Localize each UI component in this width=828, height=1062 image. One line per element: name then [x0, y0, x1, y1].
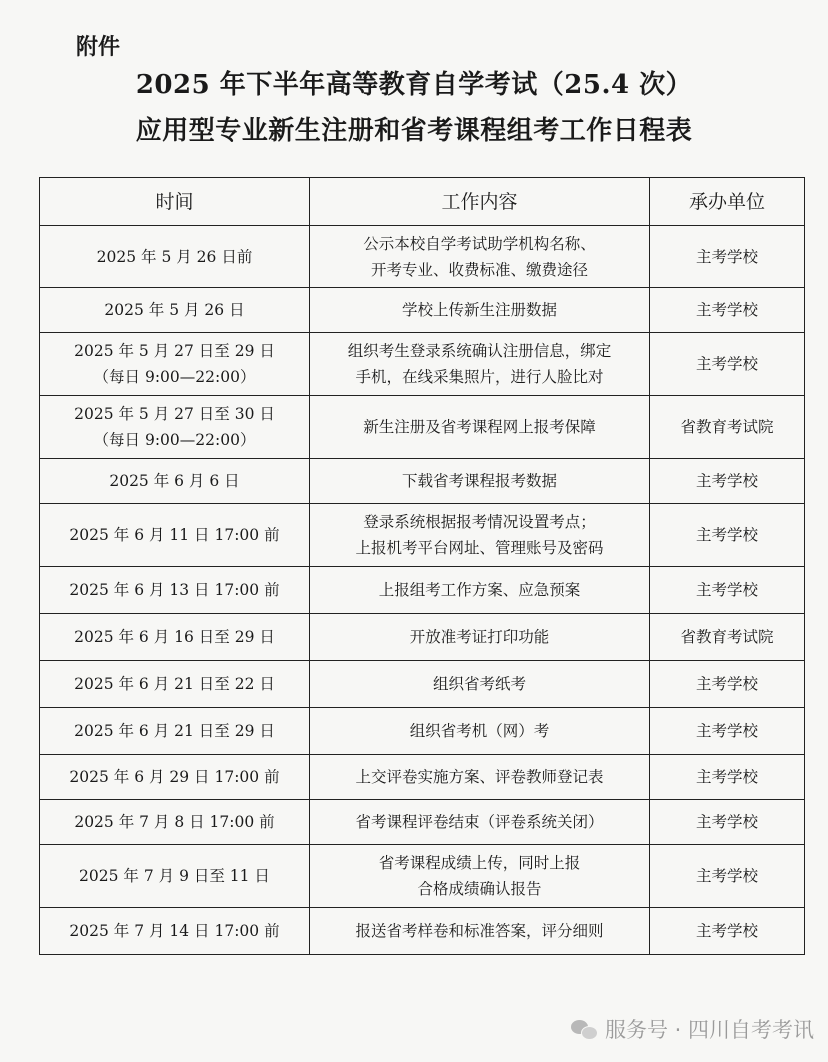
content-line: 手机，在线采集照片，进行人脸比对 — [355, 368, 604, 386]
time-line: （每日 9:00—22:00） — [93, 431, 256, 449]
schedule-table — [39, 177, 805, 955]
content-line: 组织省考纸考 — [432, 675, 526, 693]
time-line: 2025 年 5 月 26 日 — [104, 301, 245, 319]
content-line: 登录系统根据报考情况设置考点； — [363, 513, 596, 531]
cell-unit: 主考学校 — [650, 226, 805, 288]
cell-content — [310, 755, 650, 800]
table-row — [40, 614, 805, 661]
cell-content — [310, 333, 650, 396]
content-line: 省考课程评卷结束（评卷系统关闭） — [355, 813, 604, 831]
content-line: 下载省考课程报考数据 — [401, 472, 557, 490]
table-row — [40, 459, 805, 504]
annex-label: 附件 — [76, 35, 121, 60]
header-unit: 承办单位 — [650, 178, 805, 226]
time-line: 2025 年 6 月 16 日至 29 日 — [74, 628, 275, 646]
table-row — [40, 845, 805, 908]
content-line: 省考课程成绩上传，同时上报 — [378, 854, 581, 872]
table-row — [40, 708, 805, 755]
cell-unit: 主考学校 — [650, 288, 805, 333]
cell-time — [40, 755, 310, 800]
content-line: 组织省考机（网）考 — [409, 722, 550, 740]
time-line: 2025 年 7 月 9 日至 11 日 — [79, 867, 270, 885]
table-row — [40, 908, 805, 955]
content-line: 合格成绩确认报告 — [417, 880, 542, 898]
cell-time — [40, 661, 310, 708]
time-line: 2025 年 6 月 21 日至 22 日 — [74, 675, 275, 693]
cell-time — [40, 908, 310, 955]
time-line: 2025 年 6 月 11 日 17:00 前 — [69, 526, 280, 544]
cell-unit: 主考学校 — [650, 845, 805, 908]
wechat-icon — [571, 1018, 597, 1040]
content-line: 组织考生登录系统确认注册信息，绑定 — [347, 342, 612, 360]
time-line: 2025 年 6 月 29 日 17:00 前 — [69, 768, 280, 786]
watermark-text: 服务号 · 四川自考考讯 — [604, 1018, 814, 1042]
content-line: 开放准考证打印功能 — [409, 628, 550, 646]
time-line: 2025 年 5 月 27 日至 29 日 — [74, 342, 275, 360]
cell-content — [310, 226, 650, 288]
content-line: 上交评卷实施方案、评卷教师登记表 — [355, 768, 604, 786]
cell-unit: 省教育考试院 — [650, 614, 805, 661]
watermark — [571, 1014, 814, 1044]
header-time: 时间 — [40, 178, 310, 226]
cell-unit: 主考学校 — [650, 908, 805, 955]
cell-time — [40, 288, 310, 333]
cell-content — [310, 708, 650, 755]
time-line: 2025 年 7 月 8 日 17:00 前 — [74, 813, 275, 831]
cell-time — [40, 800, 310, 845]
cell-content — [310, 288, 650, 333]
cell-time — [40, 845, 310, 908]
time-line: 2025 年 5 月 26 日前 — [96, 247, 253, 266]
table-row — [40, 755, 805, 800]
content-line: 开考专业、收费标准、缴费途径 — [370, 260, 588, 279]
cell-content — [310, 459, 650, 504]
content-line: 学校上传新生注册数据 — [401, 301, 557, 319]
cell-content — [310, 908, 650, 955]
cell-unit: 主考学校 — [650, 333, 805, 396]
cell-content — [310, 661, 650, 708]
cell-time — [40, 396, 310, 459]
cell-content — [310, 800, 650, 845]
cell-content — [310, 614, 650, 661]
cell-content — [310, 396, 650, 459]
cell-time — [40, 459, 310, 504]
cell-unit: 主考学校 — [650, 459, 805, 504]
table-row — [40, 396, 805, 459]
time-line: 2025 年 5 月 27 日至 30 日 — [74, 405, 275, 423]
content-line: 上报组考工作方案、应急预案 — [378, 581, 581, 599]
cell-time — [40, 504, 310, 567]
cell-unit: 省教育考试院 — [650, 396, 805, 459]
table-row — [40, 333, 805, 396]
content-line: 新生注册及省考课程网上报考保障 — [363, 418, 596, 436]
cell-unit: 主考学校 — [650, 567, 805, 614]
content-line: 公示本校自学考试助学机构名称、 — [363, 234, 596, 253]
time-line: 2025 年 6 月 13 日 17:00 前 — [69, 581, 280, 599]
cell-time — [40, 226, 310, 288]
cell-unit: 主考学校 — [650, 800, 805, 845]
cell-unit: 主考学校 — [650, 504, 805, 567]
cell-unit: 主考学校 — [650, 708, 805, 755]
page-title: 2025 年下半年高等教育自学考试（25.4 次） — [135, 70, 693, 100]
cell-content — [310, 845, 650, 908]
cell-time — [40, 567, 310, 614]
time-line: 2025 年 6 月 21 日至 29 日 — [74, 722, 275, 740]
content-line: 上报机考平台网址、管理账号及密码 — [355, 539, 604, 557]
cell-time — [40, 614, 310, 661]
table-row — [40, 288, 805, 333]
page-subtitle: 应用型专业新生注册和省考课程组考工作日程表 — [135, 116, 693, 146]
cell-unit: 主考学校 — [650, 661, 805, 708]
cell-time — [40, 333, 310, 396]
table-row — [40, 226, 805, 288]
time-line: 2025 年 6 月 6 日 — [109, 472, 240, 490]
cell-content — [310, 504, 650, 567]
cell-content — [310, 567, 650, 614]
cell-unit: 主考学校 — [650, 755, 805, 800]
time-line: （每日 9:00—22:00） — [93, 368, 256, 386]
cell-time — [40, 708, 310, 755]
header-content: 工作内容 — [310, 178, 650, 226]
table-header-row — [40, 178, 805, 226]
table-row — [40, 567, 805, 614]
table-row — [40, 800, 805, 845]
time-line: 2025 年 7 月 14 日 17:00 前 — [69, 922, 280, 940]
table-row — [40, 504, 805, 567]
content-line: 报送省考样卷和标准答案，评分细则 — [355, 922, 604, 940]
table-row — [40, 661, 805, 708]
